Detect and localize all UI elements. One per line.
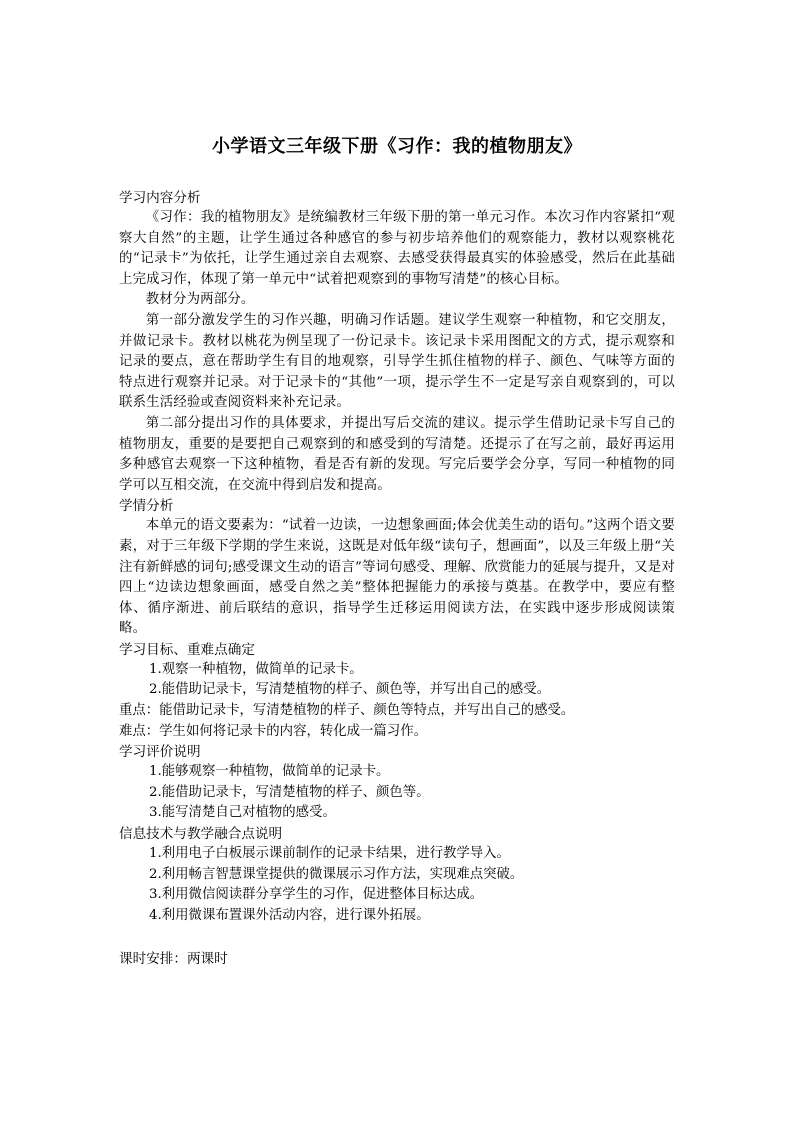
section-heading-content-analysis: 学习内容分析 [119,190,201,206]
schedule-line: 课时安排：两课时 [119,951,228,968]
list-item: 1.能够观察一种植物，做简单的记录卡。 [149,764,390,780]
spacer [119,926,675,949]
list-item: 1.观察一种植物，做简单的记录卡。 [149,661,363,677]
list-item: 2.利用畅言智慧课堂提供的微课展示习作方法，实现难点突破。 [149,866,524,882]
page-title: 小学语文三年级下册《习作：我的植物朋友》 [212,136,582,157]
paragraph: 本单元的语文要素为：“试着一边读，一边想象画面;体会优美生动的语句。”这两个语文要素，对于三年级下学期的学生来说，这既是对低年级“读句子，想画面”，以及三年级上册“关注有新鲜感的词句;感受课文生动的语言”等词句感受、理解、欣赏能力的延展与提升，又是对四上“边读边想象画面，感受自然之美”整体把握能力的承接与奠基。在教学中，要应有整体、循序渐进、前后联结的意识，指导学生迁移运用阅读方法，在实践中逐步形成阅读策略。 [119,518,675,637]
paragraph: 第二部分提出习作的具体要求，并提出写后交流的建议。提示学生借助记录卡写自己的植物朋友，重要的是要把自己观察到的和感受到的写清楚。还提示了在写之前，最好再运用多种感官去观察一下这种植物，看是否有新的发现。写完后要学会分享，写同一种植物的同学可以互相交流，在交流中得到启发和提高。 [119,415,675,493]
key-point: 重点：能借助记录卡，写清楚植物的样子、颜色等特点，并写出自己的感受。 [119,703,575,719]
list-item: 2.能借助记录卡，写清楚植物的样子、颜色等。 [149,784,430,800]
list-item: 1.利用电子白板展示课前制作的记录卡结果，进行教学导入。 [149,846,510,862]
list-item: 3.能写清楚自己对植物的感受。 [149,805,336,821]
document-body [119,188,675,969]
paragraph: 第一部分激发学生的习作兴趣，明确习作话题。建议学生观察一种植物，和它交朋友，并做记录卡。教材以桃花为例呈现了一份记录卡。该记录卡采用图配文的方式，提示观察和记录的要点，意在帮助学生有目的地观察，引导学生抓住植物的样子、颜色、气味等方面的特点进行观察并记录。对于记录卡的“其他”一项，提示学生不一定是写亲自观察到的，可以联系生活经验或查阅资料来补充记录。 [119,312,675,411]
list-item: 2.能借助记录卡，写清楚植物的样子、颜色等，并写出自己的感受。 [149,682,551,698]
section-heading-learner-analysis: 学情分析 [119,498,174,515]
section-heading-tech-integration: 信息技术与教学融合点说明 [119,826,283,843]
paragraph: 《习作：我的植物朋友》是统编教材三年级下册的第一单元习作。本次习作内容紧扣“观察大自然”的主题，让学生通过各种感官的参与初步培养他们的观察能力，教材以观察桃花的“记录卡”为依托，让学生通过亲自去观察、去感受获得最真实的体验感受，然后在此基础上完成习作，体现了第一单元中“试着把观察到的事物写清楚”的核心目标。 [119,210,675,287]
list-item: 4.利用微课布置课外活动内容，进行课外拓展。 [149,907,430,923]
section-heading-evaluation: 学习评价说明 [119,744,201,761]
difficult-point: 难点：学生如何将记录卡的内容，转化成一篇习作。 [119,723,427,739]
section-heading-objectives: 学习目标、重难点确定 [119,641,255,658]
list-item: 3.利用微信阅读群分享学生的习作，促进整体目标达成。 [149,887,484,903]
paragraph: 教材分为两部分。 [145,292,255,308]
